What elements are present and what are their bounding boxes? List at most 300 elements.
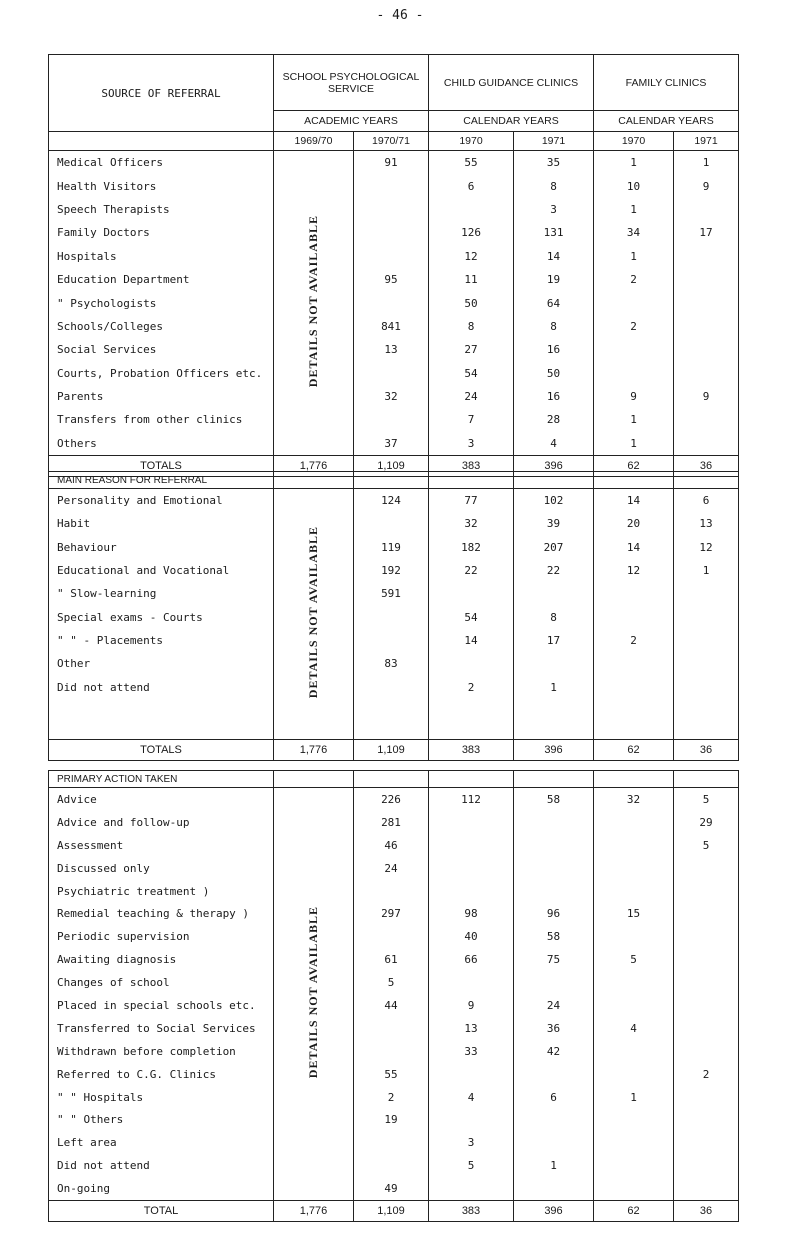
table-row: [49, 971, 739, 994]
cell-value: [354, 245, 429, 268]
table-row: [49, 788, 739, 811]
table-row: [49, 315, 739, 338]
cell-value: 17: [674, 221, 739, 244]
cell-value: [594, 582, 674, 605]
cell-value: 841: [354, 315, 429, 338]
cell-value: [429, 198, 514, 221]
cell-value: [354, 1154, 429, 1177]
cell-value: 83: [354, 652, 429, 675]
cell-value: [594, 994, 674, 1017]
cell-value: [674, 948, 739, 971]
row-label: Transferred to Social Services: [49, 1017, 274, 1040]
row-label: Periodic supervision: [49, 925, 274, 948]
cell-value: 2: [429, 675, 514, 698]
table-row: [49, 994, 739, 1017]
row-label: Awaiting diagnosis: [49, 948, 274, 971]
cell-value: [429, 1063, 514, 1086]
cell-value: 1: [594, 245, 674, 268]
cell-value: 6: [429, 174, 514, 197]
cell-value: [354, 880, 429, 903]
cell-value: [594, 811, 674, 834]
cell-value: 12: [674, 536, 739, 559]
cell-value: 24: [514, 994, 594, 1017]
row-label: Health Visitors: [49, 174, 274, 197]
total-value: 396: [514, 456, 594, 477]
cell-value: [514, 857, 594, 880]
cell-value: [674, 291, 739, 314]
cell-value: 19: [354, 1108, 429, 1131]
cell-value: [429, 582, 514, 605]
total-value: 396: [514, 1201, 594, 1222]
cell-value: [674, 268, 739, 291]
row-label: Advice: [49, 788, 274, 811]
cell-value: 5: [674, 834, 739, 857]
cell-value: 24: [429, 385, 514, 408]
cell-value: 55: [354, 1063, 429, 1086]
row-label: Education Department: [49, 268, 274, 291]
table-row: [49, 857, 739, 880]
total-value: 1,109: [354, 739, 429, 760]
cell-value: [354, 408, 429, 431]
table-row: [49, 1040, 739, 1063]
cell-value: [429, 811, 514, 834]
cell-value: 2: [594, 629, 674, 652]
row-label: Advice and follow-up: [49, 811, 274, 834]
cell-value: 102: [514, 489, 594, 513]
cell-value: 7: [429, 408, 514, 431]
cell-value: 77: [429, 489, 514, 513]
cell-value: [514, 880, 594, 903]
cell-value: 3: [514, 198, 594, 221]
row-label: Left area: [49, 1131, 274, 1154]
totals-label: TOTAL: [49, 1201, 274, 1222]
cell-value: [674, 1131, 739, 1154]
cell-value: [594, 834, 674, 857]
row-label: Assessment: [49, 834, 274, 857]
cell-value: [429, 652, 514, 675]
source-of-referral-table: [48, 54, 739, 477]
row-label: Placed in special schools etc.: [49, 994, 274, 1017]
row-label: Changes of school: [49, 971, 274, 994]
cell-value: 3: [429, 432, 514, 456]
cell-value: 1: [594, 198, 674, 221]
year-header: 1971: [514, 132, 594, 151]
table-row: [49, 1177, 739, 1200]
total-value: 383: [429, 739, 514, 760]
cell-value: [354, 221, 429, 244]
row-label: Social Services: [49, 338, 274, 361]
cell-value: 1: [514, 675, 594, 698]
details-not-available-note: [274, 489, 354, 740]
cell-value: [594, 1040, 674, 1063]
row-label: Habit: [49, 512, 274, 535]
cell-value: [514, 834, 594, 857]
cell-value: 58: [514, 925, 594, 948]
cell-value: 4: [429, 1086, 514, 1109]
cell-value: [514, 1177, 594, 1200]
cell-value: 34: [594, 221, 674, 244]
cell-value: [429, 971, 514, 994]
cell-value: [514, 1131, 594, 1154]
table-row: [49, 151, 739, 175]
cell-value: 126: [429, 221, 514, 244]
cell-value: 20: [594, 512, 674, 535]
totals-label: TOTALS: [49, 739, 274, 760]
row-label: Referred to C.G. Clinics: [49, 1063, 274, 1086]
cell-value: [354, 1040, 429, 1063]
cell-value: [514, 811, 594, 834]
cell-value: 5: [354, 971, 429, 994]
table-row: [49, 1063, 739, 1086]
cell-value: 14: [514, 245, 594, 268]
cell-value: [354, 605, 429, 628]
cell-value: [674, 629, 739, 652]
cell-value: 36: [514, 1017, 594, 1040]
cell-value: 6: [514, 1086, 594, 1109]
year-header: 1970: [594, 132, 674, 151]
cell-value: 37: [354, 432, 429, 456]
year-header: 1970: [429, 132, 514, 151]
details-not-available-text: DETAILS NOT AVAILABLE: [306, 215, 320, 388]
spacer-row: [49, 699, 739, 740]
table-row: [49, 582, 739, 605]
year-header: 1971: [674, 132, 739, 151]
cell-value: 61: [354, 948, 429, 971]
cell-value: [429, 880, 514, 903]
cell-value: 2: [594, 315, 674, 338]
cell-value: 11: [429, 268, 514, 291]
cell-value: [429, 1177, 514, 1200]
table-row: [49, 902, 739, 925]
row-label: Did not attend: [49, 1154, 274, 1177]
cell-value: 54: [429, 362, 514, 385]
table-row: [49, 1131, 739, 1154]
total-value: 62: [594, 1201, 674, 1222]
cell-value: [674, 1108, 739, 1131]
row-label: Psychiatric treatment ): [49, 880, 274, 903]
cell-value: 22: [514, 559, 594, 582]
row-label: " " Hospitals: [49, 1086, 274, 1109]
cell-value: 27: [429, 338, 514, 361]
row-label: " Psychologists: [49, 291, 274, 314]
cell-value: [594, 1131, 674, 1154]
row-label: Schools/Colleges: [49, 315, 274, 338]
period-header-academic: ACADEMIC YEARS: [274, 111, 429, 132]
cell-value: 32: [594, 788, 674, 811]
cell-value: [594, 291, 674, 314]
table-row: [49, 338, 739, 361]
cell-value: [354, 629, 429, 652]
cell-value: 17: [514, 629, 594, 652]
cell-value: 12: [594, 559, 674, 582]
cell-value: [594, 675, 674, 698]
cell-value: 55: [429, 151, 514, 175]
cell-value: 8: [514, 605, 594, 628]
cell-value: 8: [429, 315, 514, 338]
cell-value: [514, 971, 594, 994]
period-header-calendar-fc: CALENDAR YEARS: [594, 111, 739, 132]
cell-value: [594, 1154, 674, 1177]
cell-value: [674, 1086, 739, 1109]
cell-value: 15: [594, 902, 674, 925]
source-column-header: SOURCE OF REFERRAL: [101, 86, 221, 100]
cell-value: 50: [429, 291, 514, 314]
table-row: [49, 174, 739, 197]
cell-value: [674, 857, 739, 880]
table-row: [49, 1154, 739, 1177]
cell-value: 1: [594, 408, 674, 431]
cell-value: [674, 925, 739, 948]
cell-value: [674, 880, 739, 903]
cell-value: 1: [594, 1086, 674, 1109]
cell-value: [674, 245, 739, 268]
cell-value: 8: [514, 315, 594, 338]
main-reason-table: [48, 471, 739, 761]
row-label: On-going: [49, 1177, 274, 1200]
cell-value: [429, 857, 514, 880]
totals-label: TOTALS: [49, 456, 274, 477]
cell-value: 95: [354, 268, 429, 291]
cell-value: [674, 582, 739, 605]
group-header-child-guidance: CHILD GUIDANCE CLINICS: [429, 55, 594, 111]
cell-value: [354, 925, 429, 948]
section-title: MAIN REASON FOR REFERRAL: [49, 472, 274, 489]
cell-value: 112: [429, 788, 514, 811]
cell-value: 28: [514, 408, 594, 431]
cell-value: [594, 971, 674, 994]
group-header-family-clinics: FAMILY CLINICS: [594, 55, 739, 111]
cell-value: [674, 362, 739, 385]
cell-value: [354, 1131, 429, 1154]
primary-action-table: [48, 770, 739, 1222]
cell-value: [594, 925, 674, 948]
row-label: Withdrawn before completion: [49, 1040, 274, 1063]
cell-value: 5: [429, 1154, 514, 1177]
table-row: [49, 432, 739, 456]
cell-value: [514, 582, 594, 605]
total-value: 1,776: [274, 456, 354, 477]
cell-value: 42: [514, 1040, 594, 1063]
row-label: Other: [49, 652, 274, 675]
table-row: [49, 925, 739, 948]
cell-value: [594, 1108, 674, 1131]
cell-value: 297: [354, 902, 429, 925]
table-row: [49, 291, 739, 314]
cell-value: 6: [674, 489, 739, 513]
details-not-available-text: DETAILS NOT AVAILABLE: [306, 906, 320, 1079]
table-row: [49, 489, 739, 513]
cell-value: [429, 834, 514, 857]
cell-value: [354, 198, 429, 221]
cell-value: 192: [354, 559, 429, 582]
cell-value: [674, 1017, 739, 1040]
cell-value: [354, 362, 429, 385]
row-label: Hospitals: [49, 245, 274, 268]
cell-value: 9: [674, 385, 739, 408]
table-row: [49, 1086, 739, 1109]
total-value: 1,776: [274, 739, 354, 760]
cell-value: [594, 362, 674, 385]
cell-value: 1: [594, 432, 674, 456]
cell-value: [674, 1154, 739, 1177]
row-label: Discussed only: [49, 857, 274, 880]
cell-value: 98: [429, 902, 514, 925]
total-value: 383: [429, 1201, 514, 1222]
cell-value: 13: [429, 1017, 514, 1040]
table-row: [49, 811, 739, 834]
cell-value: 2: [594, 268, 674, 291]
row-label: Medical Officers: [49, 151, 274, 175]
table-row: [49, 268, 739, 291]
cell-value: 119: [354, 536, 429, 559]
cell-value: [594, 880, 674, 903]
cell-value: 35: [514, 151, 594, 175]
cell-value: [674, 994, 739, 1017]
cell-value: 5: [594, 948, 674, 971]
cell-value: 182: [429, 536, 514, 559]
cell-value: 1: [514, 1154, 594, 1177]
table-row: [49, 948, 739, 971]
cell-value: 14: [429, 629, 514, 652]
cell-value: 12: [429, 245, 514, 268]
cell-value: [354, 1017, 429, 1040]
cell-value: 4: [514, 432, 594, 456]
cell-value: 96: [514, 902, 594, 925]
cell-value: 75: [514, 948, 594, 971]
cell-value: 4: [594, 1017, 674, 1040]
cell-value: [674, 675, 739, 698]
row-label: Remedial teaching & therapy ): [49, 902, 274, 925]
total-value: 396: [514, 739, 594, 760]
total-value: 36: [674, 456, 739, 477]
details-not-available-note: [274, 151, 354, 456]
cell-value: [594, 338, 674, 361]
table-row: [49, 408, 739, 431]
table-row: [49, 362, 739, 385]
cell-value: [354, 675, 429, 698]
cell-value: 9: [594, 385, 674, 408]
table-row: [49, 198, 739, 221]
total-value: 36: [674, 1201, 739, 1222]
row-label: Family Doctors: [49, 221, 274, 244]
table-row: [49, 559, 739, 582]
table-row: [49, 385, 739, 408]
cell-value: [674, 432, 739, 456]
cell-value: [514, 652, 594, 675]
total-value: 1,776: [274, 1201, 354, 1222]
period-header-calendar-cg: CALENDAR YEARS: [429, 111, 594, 132]
cell-value: 226: [354, 788, 429, 811]
cell-value: 33: [429, 1040, 514, 1063]
row-label: Personality and Emotional: [49, 489, 274, 513]
row-label: Did not attend: [49, 675, 274, 698]
table-row: [49, 512, 739, 535]
row-label: Speech Therapists: [49, 198, 274, 221]
cell-value: 9: [674, 174, 739, 197]
cell-value: [674, 408, 739, 431]
cell-value: 39: [514, 512, 594, 535]
cell-value: 10: [594, 174, 674, 197]
cell-value: 19: [514, 268, 594, 291]
cell-value: 32: [429, 512, 514, 535]
cell-value: [674, 338, 739, 361]
cell-value: [674, 315, 739, 338]
cell-value: 32: [354, 385, 429, 408]
row-label: Educational and Vocational: [49, 559, 274, 582]
cell-value: [354, 291, 429, 314]
cell-value: [674, 1177, 739, 1200]
table-row: [49, 675, 739, 698]
cell-value: 64: [514, 291, 594, 314]
cell-value: 1: [674, 559, 739, 582]
cell-value: [674, 971, 739, 994]
cell-value: [354, 512, 429, 535]
cell-value: 58: [514, 788, 594, 811]
row-label: Courts, Probation Officers etc.: [49, 362, 274, 385]
cell-value: 91: [354, 151, 429, 175]
page-number: - 46 -: [376, 8, 424, 23]
cell-value: 9: [429, 994, 514, 1017]
table-row: [49, 880, 739, 903]
details-not-available-text: DETAILS NOT AVAILABLE: [306, 526, 320, 699]
row-label: Behaviour: [49, 536, 274, 559]
cell-value: 54: [429, 605, 514, 628]
year-header: 1969/70: [274, 132, 354, 151]
table-row: [49, 605, 739, 628]
cell-value: 66: [429, 948, 514, 971]
row-label: " " Others: [49, 1108, 274, 1131]
cell-value: [514, 1108, 594, 1131]
total-value: 62: [594, 456, 674, 477]
table-row: [49, 536, 739, 559]
cell-value: [594, 1063, 674, 1086]
section-title: PRIMARY ACTION TAKEN: [49, 771, 274, 788]
cell-value: [674, 605, 739, 628]
cell-value: [594, 652, 674, 675]
total-value: 383: [429, 456, 514, 477]
cell-value: [674, 652, 739, 675]
cell-value: 24: [354, 857, 429, 880]
table-row: [49, 834, 739, 857]
table-row: [49, 1108, 739, 1131]
total-value: 1,109: [354, 1201, 429, 1222]
cell-value: 5: [674, 788, 739, 811]
total-value: 62: [594, 739, 674, 760]
total-value: 1,109: [354, 456, 429, 477]
cell-value: [354, 174, 429, 197]
cell-value: 3: [429, 1131, 514, 1154]
cell-value: 16: [514, 338, 594, 361]
table-row: [49, 221, 739, 244]
cell-value: [594, 605, 674, 628]
total-value: 36: [674, 739, 739, 760]
cell-value: 44: [354, 994, 429, 1017]
cell-value: 14: [594, 489, 674, 513]
cell-value: [674, 1040, 739, 1063]
group-header-school-psychological: SCHOOL PSYCHOLOGICAL SERVICE: [274, 55, 429, 111]
cell-value: 2: [674, 1063, 739, 1086]
cell-value: 2: [354, 1086, 429, 1109]
cell-value: 22: [429, 559, 514, 582]
cell-value: 8: [514, 174, 594, 197]
cell-value: 14: [594, 536, 674, 559]
cell-value: [429, 1108, 514, 1131]
cell-value: 50: [514, 362, 594, 385]
cell-value: 1: [674, 151, 739, 175]
cell-value: 29: [674, 811, 739, 834]
cell-value: [674, 902, 739, 925]
cell-value: 16: [514, 385, 594, 408]
